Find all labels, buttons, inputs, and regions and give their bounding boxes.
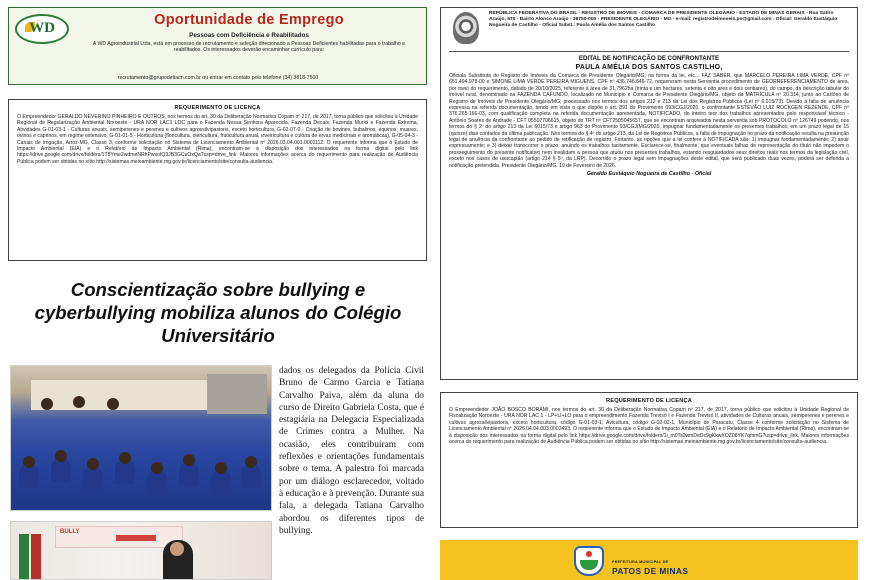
speaker-photo bbox=[10, 521, 272, 580]
event-banner bbox=[55, 526, 183, 548]
prefeitura-ad bbox=[440, 540, 858, 580]
speaker-head bbox=[107, 398, 119, 410]
projection-screen bbox=[207, 374, 267, 414]
job-ad-contact: recrutamento@grupodeltacn.com.br ou entrar em contato pelo telefone (34) 3818-7500 bbox=[117, 75, 319, 81]
prefeitura-label: PREFEITURA MUNICIPAL DE bbox=[612, 560, 669, 564]
license-left-text: O Empreendedor GERALDO NEVERINO PINHEIRO E OUTROS, nos termos do art. 30 da Deliberação Normativa Copam nº 217, de 2017, torna público que solicitou à Unidade Regional de Regularização Ambiental Noroeste - URA NOR LAC1 LOC para o Fazenda Nossa Senhora Aparecida, Fazenda Decais, Fazenda Murici e Fazenda Extrema, Atividades G-01-03-1 - Culturas anuais, semiperenes e perenes e cultivos agrossilvipastoris, exceto horticultura, G-02-07-0 - Criação de bovinos, bubalinos, equinos, muares, ovinos e caprinos, em regime extensivo, G-01-01-5 - Horticultura (floricultura, olericultura, fruticultura anual, viveiricultura e cultura de ervas medicinais e aromáticas), G-05-04-3 - Canais de irrigação, Arroz-MG, Classe 3, conforme solicitação no Sistema de Licenciamento Ambiental nº 2026.03.04.001.0001112. O requerente informa que o Estudo de Impacto Ambiental (EIA) e o Relatório de Impacto Ambiental (Rima), encontram-se à disposição dos interessados na forma digital pelo link https://drive.google.com/drive/folders/1T8Yme2wdmeNRhPwxoIQ3JB3GCuOxQa?usp=drive_link. Maiores informações acerca do requerimento para realização de Audiência Pública podem ser obtidas no sítio http://sistemas.meioambiente.mg.gov.br/licenciamento/site/consulta-audiencia. bbox=[17, 114, 418, 165]
crest-green bbox=[580, 560, 598, 570]
wd-logo-text: WD bbox=[29, 20, 55, 36]
audience-head bbox=[245, 456, 257, 468]
audience-head bbox=[55, 450, 67, 462]
crest-star bbox=[586, 551, 592, 557]
coat-of-arms-icon bbox=[453, 12, 479, 44]
audience-head bbox=[119, 452, 131, 464]
audience-head bbox=[151, 462, 163, 474]
flag bbox=[19, 534, 29, 580]
license-request-right bbox=[440, 392, 858, 528]
job-ad-title: Oportunidade de Emprego bbox=[154, 12, 344, 28]
prefeitura-name: PATOS DE MINAS bbox=[612, 566, 689, 576]
edital-header-text: REPÚBLICA FEDERATIVA DO BRASIL - REGISTRO DE IMÓVEIS - COMARCA DE PRESIDENTE OLEGÁRIO - ESTADO DE MINAS GERAIS - Rua Satiro Araújo, 670 - Bairro Alonso Araújo - 38750-000 - PRESIDENTE OLEGÁRIO - MG - e-mail: registrodeimoveis.po@gmail.com - Oficial: Geraldo Eustáquio Nogueira de Castilho - Oficial Subst.: Paula Amélia dos Santos Castilho bbox=[489, 11, 838, 29]
audience-head bbox=[183, 454, 195, 466]
notification-edital bbox=[440, 7, 858, 380]
speaker-head bbox=[73, 396, 85, 408]
speaker-face bbox=[170, 542, 184, 556]
speaker-head bbox=[41, 398, 53, 410]
license-right-heading: REQUERIMENTO DE LICENÇA bbox=[606, 398, 692, 404]
edital-title: EDITAL DE NOTIFICAÇÃO DE CONFRONTANTE bbox=[578, 55, 720, 62]
edital-signature: Geraldo Eustáquio Nogueira de Castilho - Oficial bbox=[586, 171, 712, 178]
stage-area bbox=[31, 380, 221, 410]
license-request-left bbox=[8, 99, 427, 261]
flag bbox=[31, 534, 41, 580]
license-left-heading: REQUERIMENTO DE LICENÇA bbox=[174, 105, 261, 111]
edital-header bbox=[449, 8, 849, 52]
license-right-text: O Empreendedor JOÃO BOSCO BORAMI, nos termos do art. 30 da Deliberação Normativa Copam nº 217, de 2017, torna público que solicitou à Unidade Regional de Fiscalização Noroeste - URA NOR LAC 1 - LP+LI+LO para o empreendimento Fazenda Trevisó I e Fazenda Trevisó II, atividades de Culturas anuais, semiperenes e perenes e cultivos agrossilvipastoris, exceto horticultura, código G-01-03-1, Avicultura, código G-02-02-1, Município de Paracatu, Classe 4 conforme solicitação no Sistema de Licenciamento Ambiental nº 2026.04.04.003.0002493. O requerente informa que o Estudo de Impacto Ambiental (EIA) e o Relatório de Impacto Ambiental (Rima), encontram-se à disposição dos interessados na forma digital pelo link https://drive.google.com/drive/folders/1i_m0Ts0wmDeDc9gKkwXOZ08YK7qmmG?usp=drive_link. Maiores informações acerca do requerimento para realização de Audiência Pública podem ser obtidas no sítio http://sistemas.meioambiente.mg.gov.br/licenciamento/site/consulta-audiencia. bbox=[449, 407, 849, 446]
wd-logo bbox=[15, 14, 69, 44]
auditorium-photo bbox=[10, 365, 272, 511]
job-ad-subtitle: Pessoas com Deficiência e Reabilitados bbox=[189, 32, 309, 39]
edital-name: PAULA AMÉLIA DOS SANTOS CASTILHO, bbox=[575, 64, 723, 71]
article-body: dados os delegados da Polícia Civil Bruno de Carmo Garcia e Tatiana Carvalho Paiva, além da aluna do curso de Direito Gabriela Costa, que é estagiária na Delegacia Especializada de Crimes contra a Mulher. Na ocasião, eles contribuíram com reflexões e orientações fundamentais sobre o tema. A palestra foi marcada por um diálogo esclarecedor, voltado à educação e à prevenção. Durante sua fala, a delegada Tatiana Carvalho abordou os diferentes tipos de bullying. bbox=[279, 366, 424, 536]
city-crest-icon bbox=[574, 546, 604, 576]
edital-body: Oficiala Substituta do Registro de Imóveis da Comarca de Presidente Olegário/MG, na forma da lei, etc... FAZ SABER, que MARCELO PEREIRA LIMA VERDE, CPF nº 651.494.978-00 e SIMONE LIMA VERDE PEREIRA MIGUENS, CPF nº 436.746.646-72, requereram nesta Serventia procedimento de GEORREFERENCIAMENTO de área, por meio do requerimento, datado de 20/10/2025, referente à área de 31,7962ha (trinta e um hectares, setenta e oito ares e dois centiares), do campo, da descrição tabular do imóvel rural, denominado na FAZENDA CAFUNDÓ, localizado no Município e Comarca de Presidente Olegário/MG, objeto da MATRÍCULA nº 20.314, junto ao Cartório de Registro de Imóveis de Presidente Olegário/MG; processado nos termos dos artigos 212 e 213 da Lei dos Registros Públicos (Lei nº 6.015/73). Devido à falta de anuência expressa na referida documentação, tendo em vista o que dispõe o art. 891 do Provimento 093/CGJ/2020, o confrontante ESTEVÃO LUIZ ROCKGEN REZENDE, CPF nº 376.265.166-03, com qualificação completa na referida documentação apresentada, NOTIFICADO, do inteiro teor dos trabalhos apresentados pelo responsável técnico - Antônio Soares de Andrade - CFT 05507706615, objeto do TRT nº CFT2505045657, que se encontram arquivados nesta serventia sob PROTOCOLO nº 126749 podendo, nos termos do § 2º do artigo 213 da Lei 6015/73 e artigo 963 do Provimento 93/CGJ/MG/2020, impugnar fundamentadamente os presentes trabalhos, em um prazo legal de 15 (quinze) dias contados da última publicação. Nos termos do § 4º do artigo 213, da Lei de Registros Públicos, a falta de impugnação no prazo da notificação resulta na presunção legal de anuência da confrontante ao pedido de retificação de registro. Fortanto, as opções que a lei confere à NOTIFICADA são: 1) impugnar fundamentadamente; 2) anuir expressamente; e 3) deixar transcorrer o prazo, anuindo os trabalhos tacitamente. Esclarece-se, finalmente, que eventuais falhas de representação do título não impedem o prosseguimento do presente notificativo nem invalidam a pessoa que atuou nos presentes trabalhos, estando resguardados seus direitos reais nos termos da legislação civil, exceto nos casos de usucapião (artigo 214 § 5º, da LRP). Decorrido o prazo legal sem impugnações deste edital, que será publicado duas vezes, poderá ser deferida a notificação pretendida. Presidente Olegário/MG, 19 de Fevereiro de 2026. bbox=[449, 73, 849, 169]
audience-head bbox=[215, 462, 227, 474]
article-headline: Conscientização sobre bullying e cyberbullying mobiliza alunos do Colégio Universitário bbox=[34, 279, 402, 346]
audience-head bbox=[87, 458, 99, 470]
banner-text: BULLY bbox=[60, 529, 80, 535]
audience-head bbox=[23, 456, 35, 468]
job-opportunity-ad bbox=[8, 7, 427, 85]
job-ad-body: A WD Agroindustrial Ltda, está em processo de recrutamento e seleção direcionado a Pessoas Deficientes habilitadas para o trabalho e reabilitados. Os interessados deverão encaminhar currículo para: bbox=[92, 41, 406, 54]
banner-stripe bbox=[116, 535, 156, 541]
